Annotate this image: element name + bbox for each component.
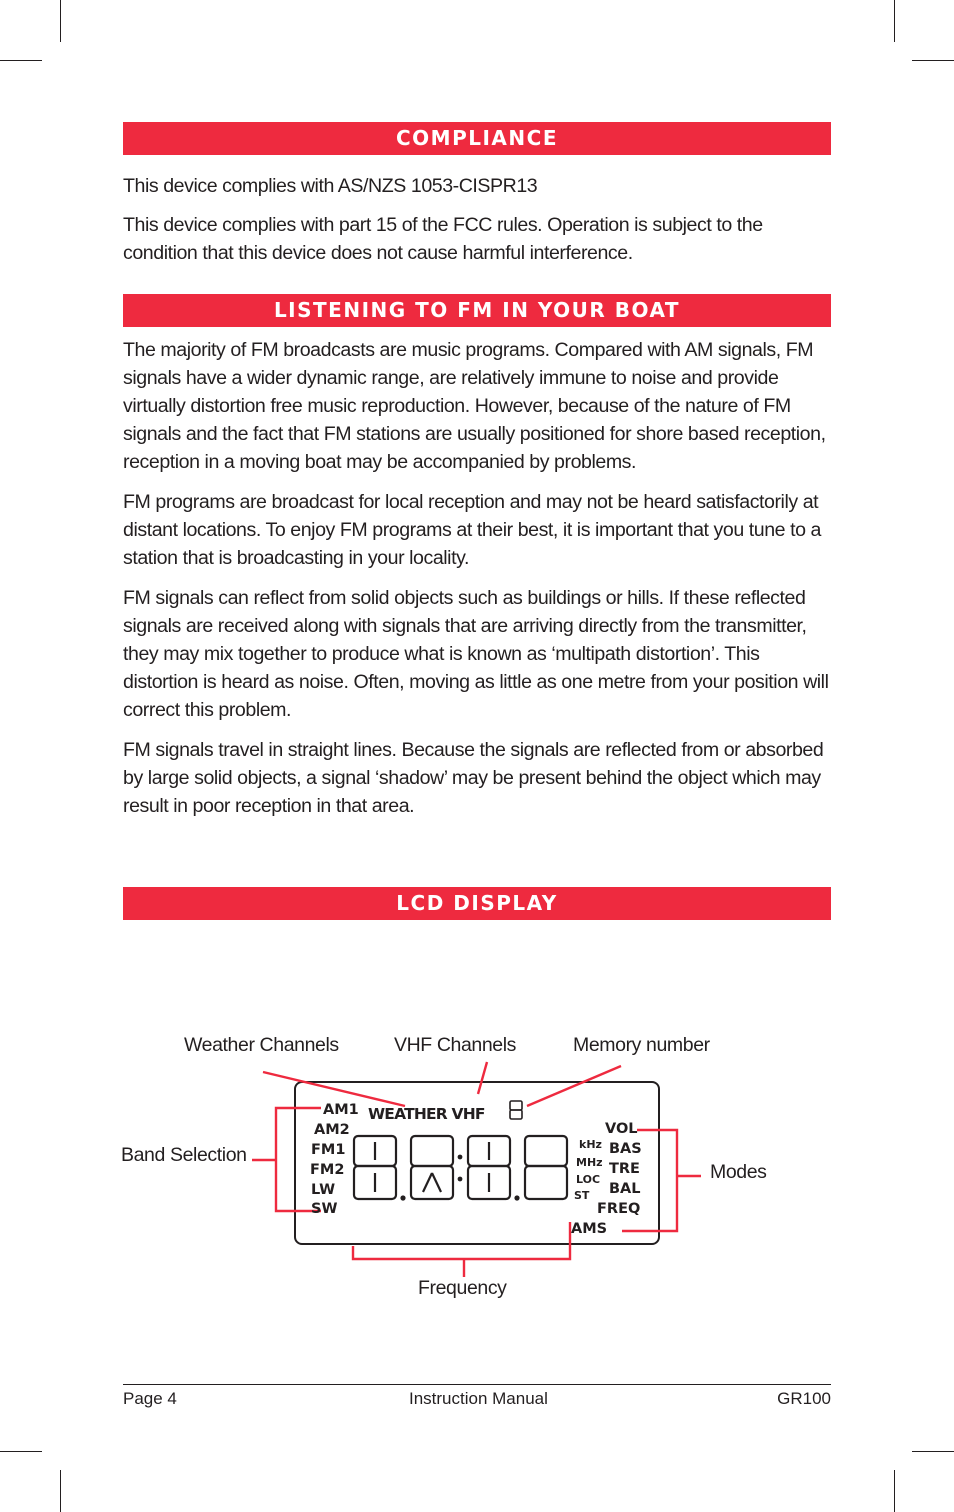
callout-band-selection: Band Selection bbox=[121, 1144, 247, 1166]
lcd-mode-tre: TRE bbox=[609, 1161, 640, 1177]
callout-weather-channels: Weather Channels bbox=[184, 1034, 339, 1056]
lcd-band-am2: AM2 bbox=[314, 1122, 350, 1138]
lcd-ams: AMS bbox=[571, 1221, 608, 1237]
callout-memory-number: Memory number bbox=[573, 1034, 710, 1056]
lcd-band-sw: SW bbox=[311, 1201, 338, 1217]
footer-rule bbox=[123, 1384, 831, 1385]
lcd-memory-digit bbox=[510, 1101, 522, 1119]
lcd-unit-mhz: MHz bbox=[576, 1156, 603, 1169]
lcd-decimal-point bbox=[400, 1195, 405, 1200]
footer-model: GR100 bbox=[777, 1389, 831, 1408]
lcd-colon-dot bbox=[458, 1177, 463, 1182]
lcd-digit bbox=[468, 1136, 510, 1199]
lcd-mode-bas: BAS bbox=[609, 1141, 642, 1157]
paragraph: FM signals can reflect from solid objects such as buildings or hills. If these reflected signals are received along with signals that are arriving directly from the transmitter, they may mix together to produce what is known as ‘multipath distortion’. This distortion is heard as noise. Often, moving as little as one metre from your position will correct this problem. bbox=[123, 587, 829, 721]
paragraph: The majority of FM broadcasts are music programs. Compared with AM signals, FM signals have a wider dynamic range, are relatively immune to noise and provide virtually distortion free music reproduction. However, because of the nature of FM signals and the fact that FM stations are usually positioned for shore based reception, reception in a moving boat may be accompanied by problems. bbox=[123, 339, 826, 473]
lcd-colon-dot bbox=[458, 1155, 463, 1160]
section-heading-listening-fm: LISTENING TO FM IN YOUR BOAT bbox=[123, 294, 831, 327]
leader-vhf bbox=[478, 1062, 487, 1094]
leader-memory bbox=[527, 1066, 621, 1106]
lcd-digit bbox=[354, 1136, 396, 1199]
lcd-unit-loc: LOC bbox=[576, 1173, 601, 1186]
paragraph: FM programs are broadcast for local reception and may not be heard satisfactorily at distant locations. To enjoy FM programs at their best, it is important that you tune to a station that is broadcasting in your locality. bbox=[123, 491, 821, 569]
lcd-unit-khz: kHz bbox=[579, 1138, 602, 1151]
lcd-mode-vol: VOL bbox=[605, 1121, 638, 1137]
paragraph: This device complies with AS/NZS 1053-CISPR13 bbox=[123, 175, 538, 197]
paragraph: FM signals travel in straight lines. Because the signals are reflected from or absorbed by large solid objects, a signal ‘shadow’ may be present behind the object which may result in poor reception in that area. bbox=[123, 739, 824, 817]
lcd-unit-st: ST bbox=[574, 1189, 590, 1202]
lcd-band-fm1: FM1 bbox=[311, 1142, 346, 1158]
callout-vhf-channels: VHF Channels bbox=[394, 1034, 517, 1056]
section-heading-lcd-display: LCD DISPLAY bbox=[123, 887, 831, 920]
lcd-band-lw: LW bbox=[311, 1182, 336, 1198]
lcd-decimal-points bbox=[400, 1155, 519, 1201]
leader-weather bbox=[263, 1072, 405, 1106]
lcd-mode-bal: BAL bbox=[609, 1181, 641, 1197]
footer-title: Instruction Manual bbox=[409, 1389, 548, 1408]
lcd-weather-vhf: WEATHER VHF bbox=[368, 1105, 485, 1123]
callout-modes: Modes bbox=[710, 1161, 767, 1183]
paragraph: This device complies with part 15 of the FCC rules. Operation is subject to the condition that this device does not cause harmful interference. bbox=[123, 214, 763, 264]
lcd-band-fm2: FM2 bbox=[310, 1162, 345, 1178]
leader-frequency-bracket bbox=[353, 1222, 570, 1259]
lcd-frequency-digits bbox=[354, 1136, 567, 1199]
lcd-digit bbox=[411, 1136, 453, 1199]
lcd-decimal-point bbox=[514, 1195, 519, 1200]
lcd-mode-freq: FREQ bbox=[597, 1201, 641, 1217]
footer-page-number: Page 4 bbox=[123, 1389, 177, 1408]
callout-frequency: Frequency bbox=[418, 1277, 507, 1299]
lcd-digit bbox=[525, 1136, 567, 1199]
section-heading-compliance: COMPLIANCE bbox=[123, 122, 831, 155]
lcd-band-am1: AM1 bbox=[323, 1102, 359, 1118]
